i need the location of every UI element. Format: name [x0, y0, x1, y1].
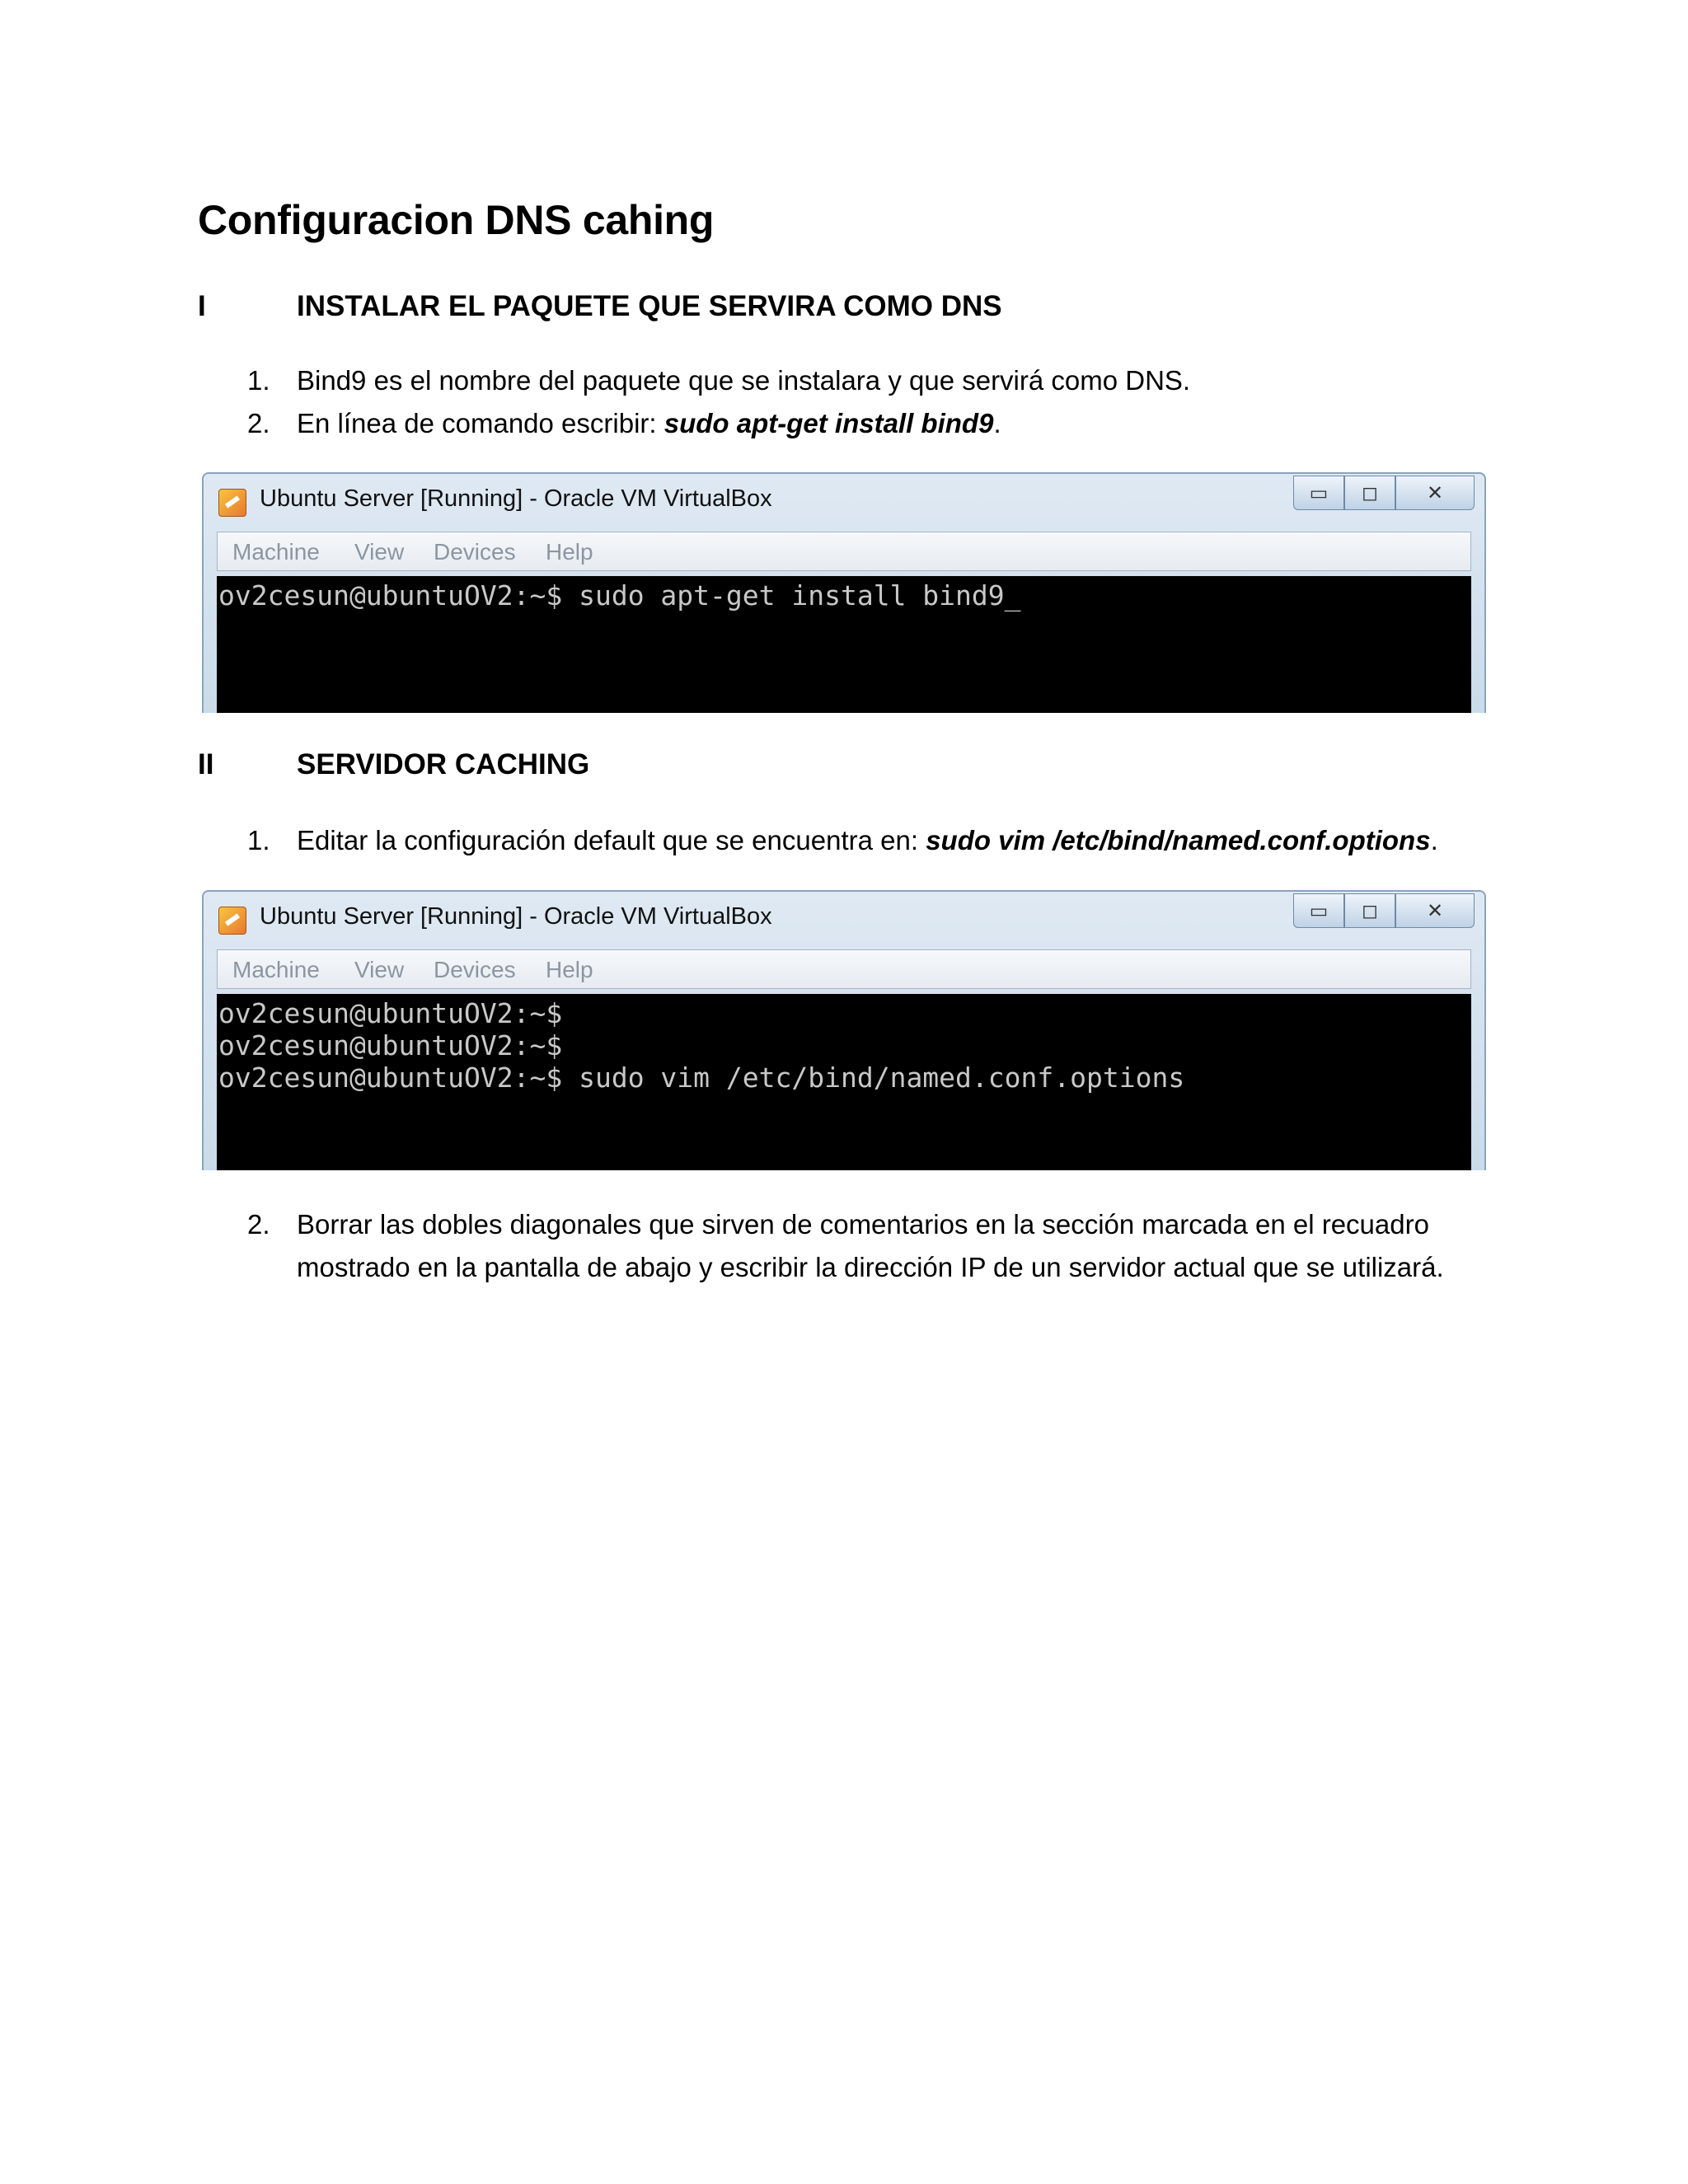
document-title: Configuracion DNS cahing [198, 197, 715, 243]
list-text-end: . [1430, 825, 1438, 855]
menu-bar [217, 532, 1471, 571]
list-text: Borrar las dobles diagonales que sirven de comentarios en la sección marcada en el recuadro mostrado en la pantalla de abajo y escribir la dirección IP de un servidor actual que se utilizará. [297, 1209, 1444, 1282]
close-icon[interactable]: ✕ [1395, 893, 1475, 928]
menu-devices[interactable]: Devices [434, 957, 516, 982]
window-controls [1293, 476, 1475, 512]
minimize-icon[interactable]: ▭ [1293, 476, 1344, 510]
list-text-plain: Editar la configuración default que se encuentra en: [297, 825, 926, 855]
section-1-title: INSTALAR EL PAQUETE QUE SERVIRA COMO DNS [297, 290, 1002, 322]
menu-machine[interactable]: Machine [232, 539, 320, 565]
list-text [297, 402, 1001, 445]
window-titlebar [204, 892, 1484, 944]
window-titlebar [204, 474, 1484, 527]
section-2-number: II [198, 748, 214, 780]
terminal-screen[interactable] [217, 994, 1471, 1170]
menu-view[interactable]: View [354, 539, 405, 565]
list-number: 2. [247, 408, 270, 438]
window-title: Ubuntu Server [Running] - Oracle VM VirtualBox [260, 485, 772, 512]
menu-help[interactable]: Help [546, 957, 593, 982]
list-text-plain: En línea de comando escribir: [297, 408, 664, 438]
list-number: 1. [247, 365, 270, 396]
command-text: sudo apt-get install bind9 [663, 408, 994, 438]
window-title: Ubuntu Server [Running] - Oracle VM VirtualBox [260, 903, 772, 930]
virtualbox-app-icon [218, 907, 246, 935]
list-text: Bind9 es el nombre del paquete que se instalara y que servirá como DNS. [297, 365, 1191, 396]
window-controls [1293, 893, 1475, 930]
terminal-line: ov2cesun@ubuntuOV2:~$ sudo vim /etc/bind/named.conf.options [218, 1062, 1185, 1094]
list-text [297, 819, 1438, 862]
virtualbox-app-icon [218, 489, 246, 517]
command-text: sudo vim /etc/bind/named.conf.options [926, 825, 1431, 855]
terminal-screen[interactable] [217, 576, 1471, 713]
terminal-line: ov2cesun@ubuntuOV2:~$ [218, 997, 563, 1029]
maximize-icon[interactable]: ◻ [1344, 476, 1395, 510]
maximize-icon[interactable]: ◻ [1344, 893, 1395, 928]
minimize-icon[interactable]: ▭ [1293, 893, 1344, 928]
terminal-line: ov2cesun@ubuntuOV2:~$ [218, 1029, 563, 1062]
menu-devices[interactable]: Devices [434, 539, 516, 565]
menu-bar [217, 949, 1471, 989]
list-number: 2. [247, 1209, 270, 1240]
list-number: 1. [247, 825, 270, 855]
terminal-line: ov2cesun@ubuntuOV2:~$ sudo apt-get install bind9_ [218, 579, 1021, 612]
section-2-title: SERVIDOR CACHING [297, 748, 590, 780]
close-icon[interactable]: ✕ [1395, 476, 1475, 510]
menu-help[interactable]: Help [546, 539, 593, 565]
section-1-number: I [198, 290, 206, 322]
virtualbox-window-2 [202, 890, 1486, 1170]
menu-machine[interactable]: Machine [232, 957, 320, 982]
menu-view[interactable]: View [354, 957, 405, 982]
list-text-end: . [993, 408, 1001, 438]
virtualbox-window-1 [202, 472, 1486, 713]
